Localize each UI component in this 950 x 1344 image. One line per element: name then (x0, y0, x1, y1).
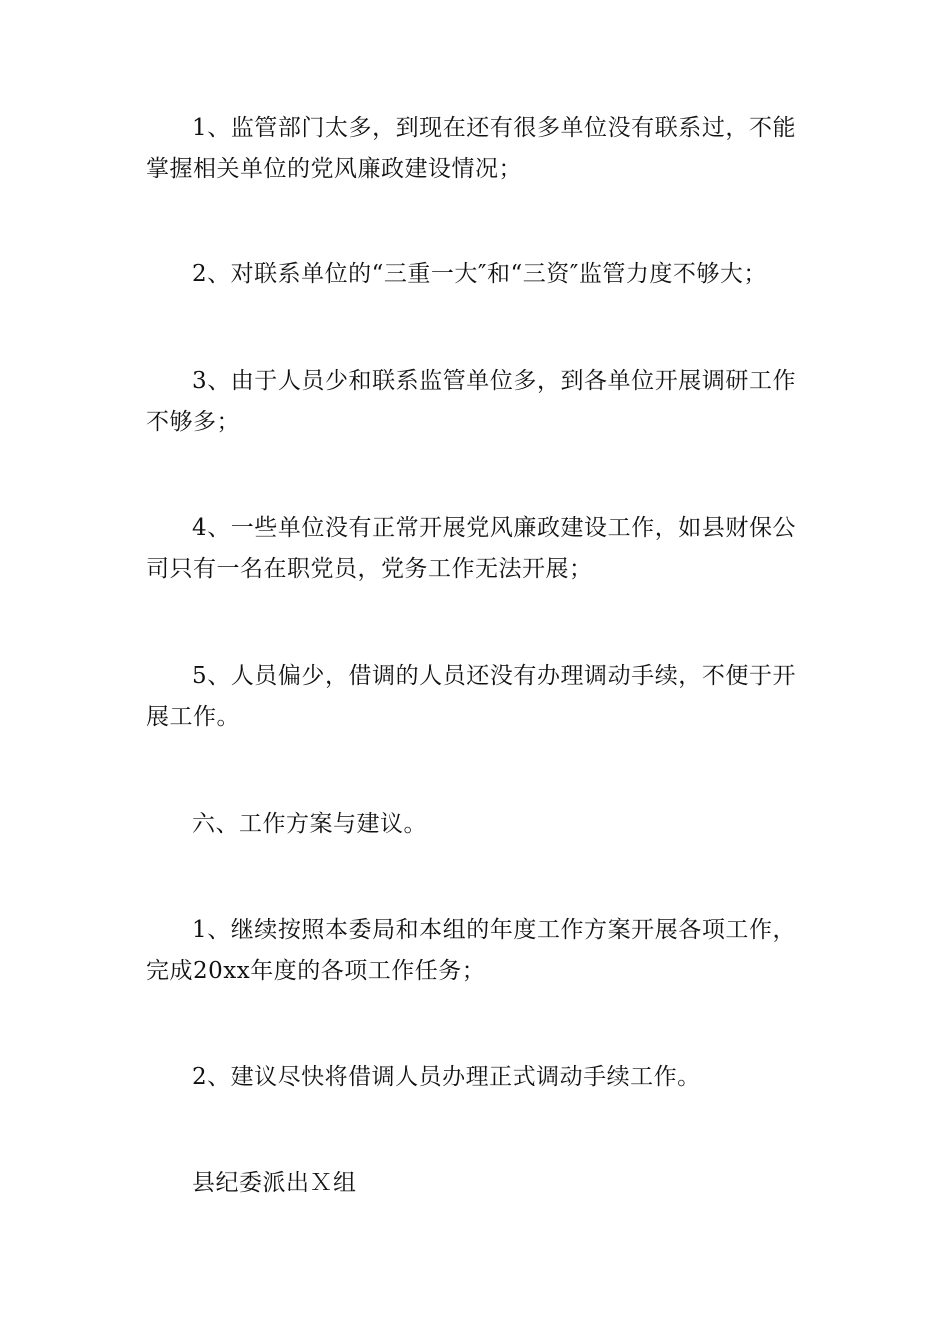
paragraph-problem-3: 3、由于人员少和联系监管单位多，到各单位开展调研工作不够多； (146, 368, 796, 435)
paragraph-suggestion-1: 1、继续按照本委局和本组的年度工作方案开展各项工作，完成20xx年度的各项工作任务； (146, 917, 796, 984)
paragraph-problem-4: 4、一些单位没有正常开展党风廉政建设工作，如县财保公司只有一名在职党员，党务工作无法开展； (146, 515, 796, 582)
paragraph-suggestion-2: 2、建议尽快将借调人员办理正式调动手续工作。 (192, 1064, 701, 1090)
paragraph-problem-5: 5、人员偏少，借调的人员还没有办理调动手续，不便于开展工作。 (146, 663, 796, 730)
paragraph-problem-2: 2、对联系单位的“三重一大″和“三资″监管力度不够大； (192, 261, 767, 287)
paragraph-problem-1: 1、监管部门太多，到现在还有很多单位没有联系过，不能掌握相关单位的党风廉政建设情况； (146, 115, 796, 182)
signature-line: 县纪委派出Ｘ组 (192, 1170, 357, 1196)
section-heading-6: 六、工作方案与建议。 (192, 811, 427, 837)
